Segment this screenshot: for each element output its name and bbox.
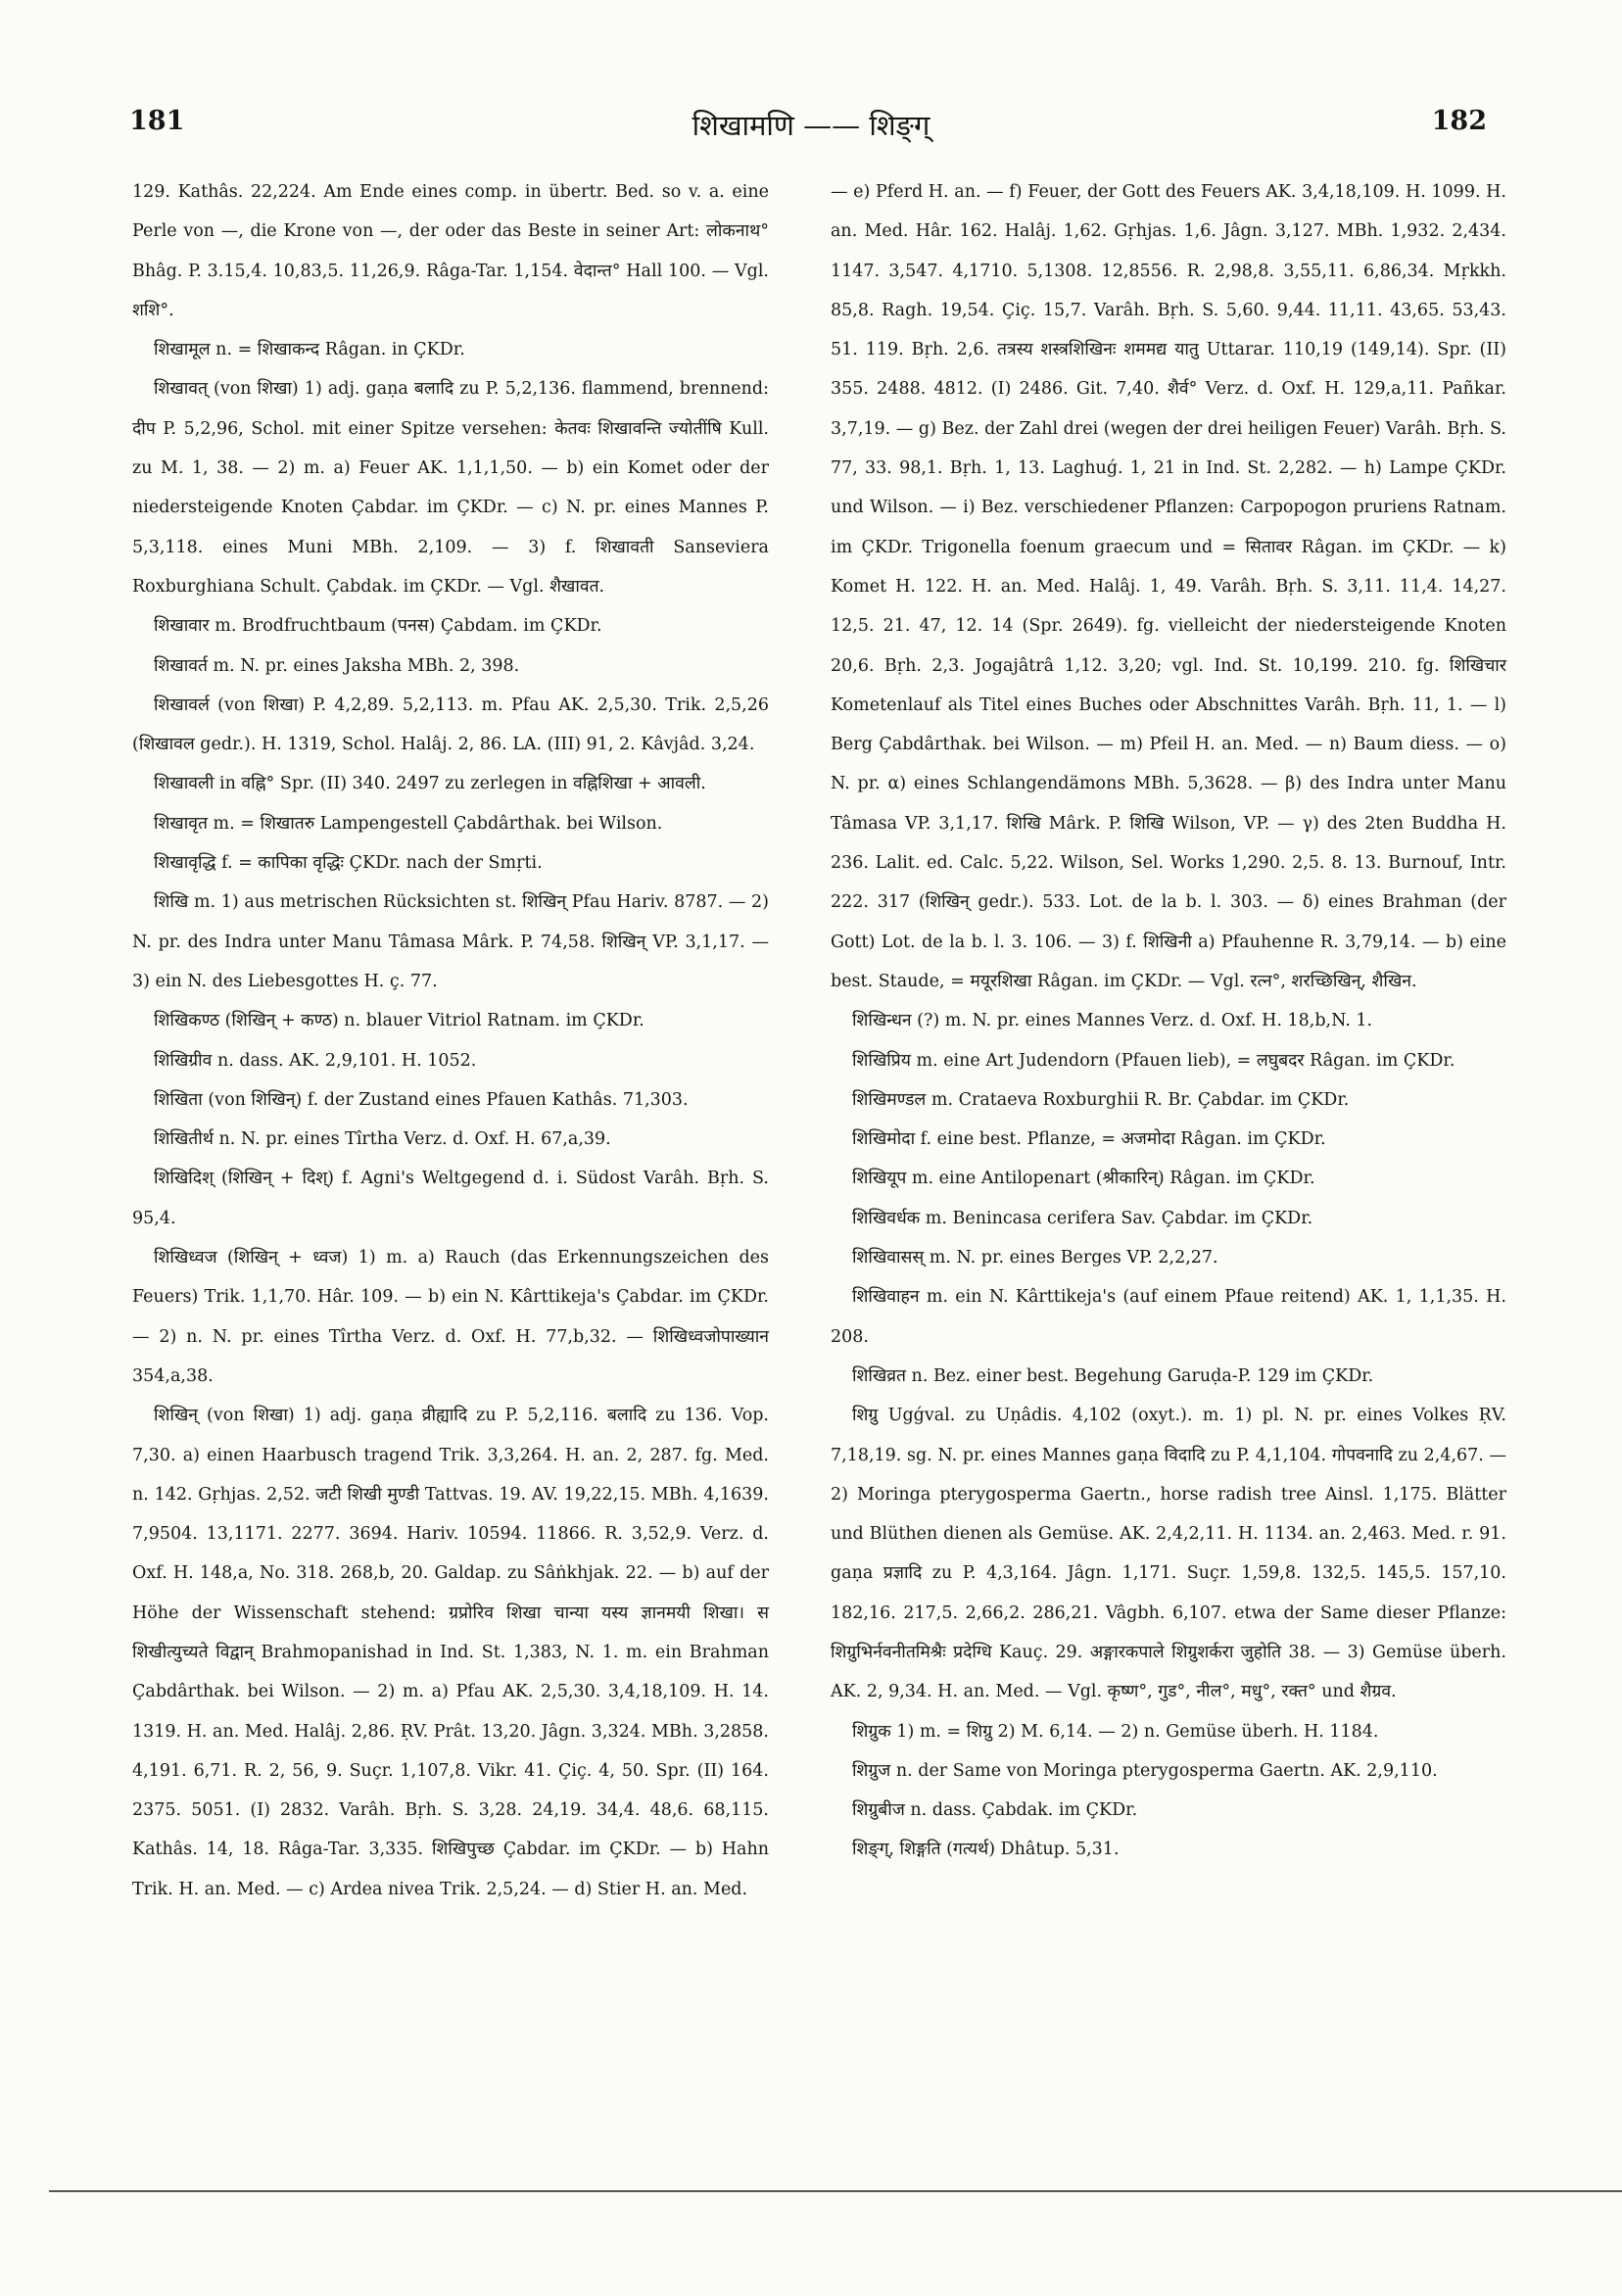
dictionary-entry: शिखावली in वह्नि° Spr. (II) 340. 2497 zu zerlegen in वह्निशिखा + आवली.	[154, 774, 706, 794]
dictionary-entry: शिग्रुज n. der Same von Moringa pterygosperma Gaertn. AK. 2,9,110.	[852, 1760, 1438, 1781]
dictionary-entry: शिखिता (von शिखिन्) f. der Zustand eines Pfauen Kathâs. 71,303.	[154, 1089, 689, 1110]
right-page-number: 182	[1431, 106, 1487, 136]
dictionary-entry: शिखियूप m. eine Antilopenart (श्रीकारिन्) Râgan. im ÇKDr.	[852, 1169, 1315, 1189]
dictionary-entry: शिखिवासस् m. N. pr. eines Berges VP. 2,2,27.	[852, 1248, 1218, 1268]
left-page-number: 181	[129, 106, 185, 136]
dictionary-entry: शिखावर्त m. N. pr. eines Jaksha MBh. 2, 398.	[154, 655, 520, 676]
dictionary-entry: शिखिकण्ठ (शिखिन् + कण्ठ) n. blauer Vitriol Ratnam. im ÇKDr.	[154, 1011, 644, 1031]
dictionary-entry: शिखिग्रीव n. dass. AK. 2,9,101. H. 1052.	[154, 1050, 477, 1071]
bottom-rule	[49, 2190, 1622, 2192]
running-head: शिखामणि —— शिङ्ग्	[692, 109, 930, 142]
dictionary-entry: शिग्रुबीज n. dass. Çabdak. im ÇKDr.	[852, 1800, 1138, 1821]
dictionary-entry: शिखावर्ल (von शिखा) P. 4,2,89. 5,2,113. m. Pfau AK. 2,5,30. Trik. 2,5,26 (शिखावल gedr.). H. 1319, Schol. Halâj. 2, 86. LA. (III) 91, 2. Kâvjâd. 3,24.	[132, 694, 769, 755]
dictionary-entry: शिखिमण्डल m. Crataeva Roxburghii R. Br. Çabdar. im ÇKDr.	[852, 1089, 1350, 1110]
entry-continuation: — e) Pferd H. an. — f) Feuer, der Gott des Feuers AK. 3,4,18,109. H. 1099. H. an. Med. Hâr. 162. Halâj. 1,62. Gṛhjas. 1,6. Jâgn. 3,127. MBh. 1,932. 2,434. 1147. 3,547. 4,1710. 5,1308. 12,8556. R. 2,98,8. 3,55,11. 6,86,34. Mṛkkh. 85,8. Ragh. 19,54. Çiç. 15,7. Varâh. Bṛh. S. 5,60. 9,44. 11,11. 43,65. 53,43. 51. 119. Bṛh. 2,6. तत्रस्य शस्त्रशिखिनः शममद्य यातु Uttarar. 110,19 (149,14). Spr. (II) 355. 2488. 4812. (I) 2486. Git. 7,40. शैर्व° Verz. d. Oxf. H. 129,a,11. Pañkar. 3,7,19. — g) Bez. der Zahl drei (wegen der drei heiligen Feuer) Varâh. Bṛh. S. 77, 33. 98,1. Bṛh. 1, 13. Laghuǵ. 1, 21 in Ind. St. 2,282. — h) Lampe ÇKDr. und Wilson. — i) Bez. verschiedener Pflanzen: Carpopogon pruriens Ratnam. im ÇKDr. Trigonella foenum graecum und = सितावर Râgan. im ÇKDr. — k) Komet H. 122. H. an. Med. Halâj. 1, 49. Varâh. Bṛh. S. 3,11. 11,4. 14,27. 12,5. 21. 47, 12. 14 (Spr. 2649). fg. vielleicht der niedersteigende Knoten 20,6. Bṛh. 2,3. Jogajâtrâ 1,12. 3,20; vgl. Ind. St. 10,199. 210. fg. शिखिचार Kometenlauf als Titel eines Buches oder Abschnittes Varâh. Bṛh. 11, 1. — l) Berg Çabdârthak. bei Wilson. — m) Pfeil H. an. Med. — n) Baum diess. — o) N. pr. α) eines Schlangendämons MBh. 5,3628. — β) des Indra unter Manu Tâmasa VP. 3,1,17. शिखि Mârk. P. शिखि Wilson, VP. — γ) des 2ten Buddha H. 236. Lalit. ed. Calc. 5,22. Wilson, Sel. Works 1,290. 2,5. 8. 13. Burnouf, Intr. 222. 317 (शिखिन् gedr.). 533. Lot. de la b. l. 303. — δ) eines Brahman (der Gott) Lot. de la b. l. 3. 106. — 3) f. शिखिनी a) Pfauhenne R. 3,79,14. — b) eine best. Staude, = मयूरशिखा Râgan. im ÇKDr. — Vgl. रत्न°, शरच्छिखिन्, शैखिन.	[831, 182, 1506, 991]
dictionary-entry: शिग्रु Ugǵval. zu Uṇâdis. 4,102 (oxyt.). m. 1) pl. N. pr. eines Volkes ṚV. 7,18,19. sg. N. pr. eines Mannes gaṇa विदादि zu P. 4,1,104. गोपवनादि zu 2,4,67. — 2) Moringa pterygosperma Gaertn., horse radish tree Ainsl. 1,175. Blätter und Blüthen dienen als Gemüse. AK. 2,4,2,11. H. 1134. an. 2,463. Med. r. 91. gaṇa प्रज्ञादि zu P. 4,3,164. Jâgn. 1,171. Suçr. 1,59,8. 132,5. 145,5. 157,10. 182,16. 217,5. 2,66,2. 286,21. Vâgbh. 6,107. etwa der Same dieser Pflanze: शिग्रुभिर्नवनीतमिश्रैः प्रदेग्धि Kauç. 29. अङ्गारकपाले शिग्रुशर्करा जुहोति 38. — 3) Gemüse überh. AK. 2, 9,34. H. an. Med. — Vgl. कृष्ण°, गुड°, नील°, मधु°, रक्त° und शैग्रव.	[831, 1406, 1506, 1702]
dictionary-entry: शिखिन्धन (?) m. N. pr. eines Mannes Verz. d. Oxf. H. 18,b,N. 1.	[852, 1011, 1373, 1031]
dictionary-entry: शिखिवर्धक m. Benincasa cerifera Sav. Çabdar. im ÇKDr.	[852, 1208, 1313, 1228]
dictionary-entry: शिखि m. 1) aus metrischen Rücksichten st. शिखिन् Pfau Hariv. 8787. — 2) N. pr. des Indra unter Manu Tâmasa Mârk. P. 74,58. शिखिन् VP. 3,1,17. — 3) ein N. des Liebesgottes H. ç. 77.	[132, 892, 769, 991]
dictionary-entry: शिखिमोदा f. eine best. Pflanze, = अजमोदा Râgan. im ÇKDr.	[852, 1129, 1326, 1150]
dictionary-entry: शिखामूल n. = शिखाकन्द Râgan. in ÇKDr.	[154, 340, 465, 360]
dictionary-entry: शिखावृद्धि f. = कापिका वृद्धिः ÇKDr. nach der Smṛti.	[154, 853, 543, 874]
dictionary-entry: शिखिवाहन m. ein N. Kârttikeja's (auf einem Pfaue reitend) AK. 1, 1,1,35. H. 208.	[831, 1287, 1506, 1347]
entry-continuation: 129. Kathâs. 22,224. Am Ende eines comp. in übertr. Bed. so v. a. eine Perle von —, die Krone von —, der oder das Beste in seiner Art: लोकनाथ° Bhâg. P. 3.15,4. 10,83,5. 11,26,9. Râga-Tar. 1,154. वेदान्त° Hall 100. — Vgl. शशि°.	[132, 182, 769, 320]
dictionary-entry: शिग्रुक 1) m. = शिग्रु 2) M. 6,14. — 2) n. Gemüse überh. H. 1184.	[852, 1721, 1379, 1742]
dictionary-entry: शिखावत् (von शिखा) 1) adj. gaṇa बलादि zu P. 5,2,136. flammend, brennend: दीप P. 5,2,96, Schol. mit einer Spitze versehen: केतवः शिखावन्ति ज्योतींषि Kull. zu M. 1, 38. — 2) m. a) Feuer AK. 1,1,1,50. — b) ein Komet oder der niedersteigende Knoten Çabdar. im ÇKDr. — c) N. pr. eines Mannes P. 5,3,118. eines Muni MBh. 2,109. — 3) f. शिखावती Sanseviera Roxburghiana Schult. Çabdak. im ÇKDr. — Vgl. शैखावत.	[132, 379, 769, 597]
dictionary-entry: शिङ्ग्, शिङ्गति (गत्यर्थ) Dhâtup. 5,31.	[852, 1840, 1120, 1860]
dictionary-entry: शिखितीर्थ n. N. pr. eines Tîrtha Verz. d. Oxf. H. 67,a,39.	[154, 1129, 611, 1150]
dictionary-entry: शिखावार m. Brodfruchtbaum (पनस) Çabdam. im ÇKDr.	[154, 616, 602, 637]
dictionary-entry: शिखिध्वज (शिखिन् + ध्वज) 1) m. a) Rauch (das Erkennungszeichen des Feuers) Trik. 1,1,70. Hâr. 109. — b) ein N. Kârttikeja's Çabdar. im ÇKDr. — 2) n. N. pr. eines Tîrtha Verz. d. Oxf. H. 77,b,32. — शिखिध्वजोपाख्यान 354,a,38.	[132, 1248, 769, 1386]
dictionary-entry: शिखिदिश् (शिखिन् + दिश्) f. Agni's Weltgegend d. i. Südost Varâh. Bṛh. S. 95,4.	[132, 1169, 769, 1228]
left-column	[132, 172, 769, 1909]
right-column	[831, 172, 1506, 1870]
dictionary-entry: शिखिन् (von शिखा) 1) adj. gaṇa व्रीह्यादि zu P. 5,2,116. बलादि zu 136. Vop. 7,30. a) einen Haarbusch tragend Trik. 3,3,264. H. an. 2, 287. fg. Med. n. 142. Gṛhjas. 2,52. जटी शिखी मुण्डी Tattvas. 19. AV. 19,22,15. MBh. 4,1639. 7,9504. 13,1171. 2277. 3694. Hariv. 10594. 11866. R. 3,52,9. Verz. d. Oxf. H. 148,a, No. 318. 268,b, 20. Galdap. zu Sâṅkhjak. 22. — b) auf der Höhe der Wissenschaft stehend: ग्रप्रोरिव शिखा चान्या यस्य ज्ञानमयी शिखा। स शिखीत्युच्यते विद्वान् Brahmopanishad in Ind. St. 1,383, N. 1. m. ein Brahman Çabdârthak. bei Wilson. — 2) m. a) Pfau AK. 2,5,30. 3,4,18,109. H. 14. 1319. H. an. Med. Halâj. 2,86. ṚV. Prât. 13,20. Jâgn. 3,324. MBh. 3,2858. 4,191. 6,71. R. 2, 56, 9. Suçr. 1,107,8. Vikr. 41. Çiç. 4, 50. Spr. (II) 164. 2375. 5051. (I) 2832. Varâh. Bṛh. S. 3,28. 24,19. 34,4. 48,6. 68,115. Kathâs. 14, 18. Râga-Tar. 3,335. शिखिपुच्छ Çabdar. im ÇKDr. — b) Hahn Trik. H. an. Med. — c) Ardea nivea Trik. 2,5,24. — d) Stier H. an. Med.	[132, 1406, 769, 1899]
dictionary-entry: शिखिप्रिय m. eine Art Judendorn (Pfauen lieb), = लघुबदर Râgan. im ÇKDr.	[852, 1050, 1455, 1071]
dictionary-entry: शिखिव्रत n. Bez. einer best. Begehung Garuḍa-P. 129 im ÇKDr.	[852, 1365, 1374, 1386]
page-header	[121, 106, 1501, 149]
dictionary-entry: शिखावृत m. = शिखातरु Lampengestell Çabdârthak. bei Wilson.	[154, 813, 663, 834]
